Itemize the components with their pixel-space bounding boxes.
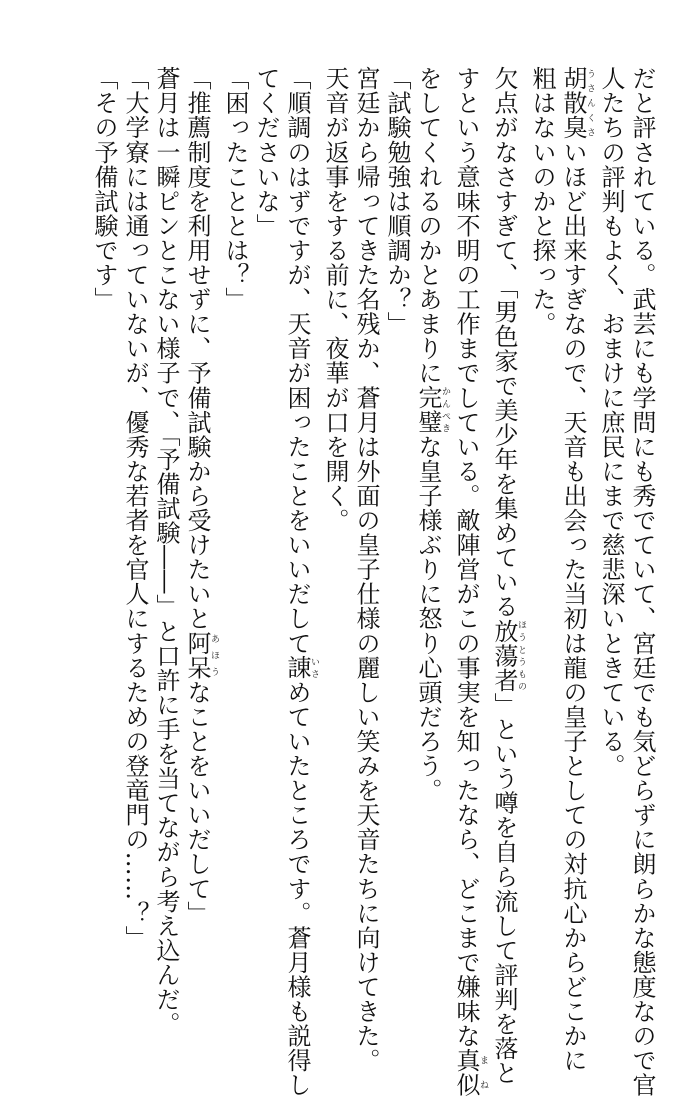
text-line-1: だと評されている。武芸にも学問にも秀でていて、宮廷でも気どらずに朗らかな態度なので官 [628,66,656,1097]
text-line-17: 「その予備試験です」 [90,66,118,312]
text-line-8: 「試験勉強は順調か？」 [383,66,411,337]
text-line-6: すという意味不明の工作までしている。敵陣営がこの事実を知ったなら、どこまで嫌味な真似まね [452,66,488,1097]
ruby-houtoumono: 放蕩者ほうとうもの [490,618,526,693]
furigana-usankusai: うさんくさ [585,66,595,140]
furigana-mane: まね [478,1048,488,1097]
vertical-text-body [88,66,657,1097]
text-line-2: 人たちの評判もよく、おまけに庶民にまで慈悲深いときている。 [597,66,625,778]
ruby-kanpeki: 完璧かんぺき [414,385,450,435]
text-line-15: 蒼月は一瞬ピンとこない様子で、「予備試験――」と口許に手を当てながら考え込んだ。 [152,66,180,1036]
furigana-houtoumono: ほうとうもの [516,618,526,693]
text-line-3 [557,66,595,1073]
text-line-11: 「順調のはずですが、天音が困ったことをいいだして諌いさめていたところです。蒼月様も説得し [283,66,319,1097]
text-line-12: てくださいな」 [252,66,280,238]
ruby-mane: 真似まね [452,1048,488,1097]
ruby-usankusai: 胡散臭うさんくさ [559,66,595,140]
text-line-14: 「推薦制度を利用せずに、予備試験から受けたいと阿呆あほうなことをいいだして」 [183,66,219,926]
text-line-9: 宮廷から帰ってきた名残か、蒼月は外面の皇子仕様の麗しい笑みを天音たちに向けてきた。 [352,66,380,1073]
furigana-kanpeki: かんぺき [440,385,450,435]
text-line-3-rest: いほど出来すぎなので、天音も出会った当初は龍の皇子としての対抗心からどこかに [559,139,587,1073]
ruby-ahou: 阿呆あほう [183,630,219,680]
furigana-ahou: あほう [209,630,219,680]
text-line-4: 粗はないのかと探った。 [528,66,556,337]
text-line-5: 欠点がなさすぎて、「男色家で美少年を集めている放蕩者ほうとうもの」という噂を自ら流して評判を落と [490,66,526,1086]
text-line-10: 天音が返事をする前に、夜華が口を開く。 [321,66,349,533]
text-line-7: をしてくれるのかとあまりに完璧かんぺきな皇子様ぶりに怒り心頭だろう。 [414,66,450,803]
text-line-13: 「困ったこととは？」 [221,66,249,312]
ruby-isa: 諌いさ [283,655,319,680]
furigana-isa: いさ [309,655,319,680]
text-line-16: 「大学寮には通っていないが、優秀な若者を官人にするための登竜門の……？」 [121,66,149,950]
